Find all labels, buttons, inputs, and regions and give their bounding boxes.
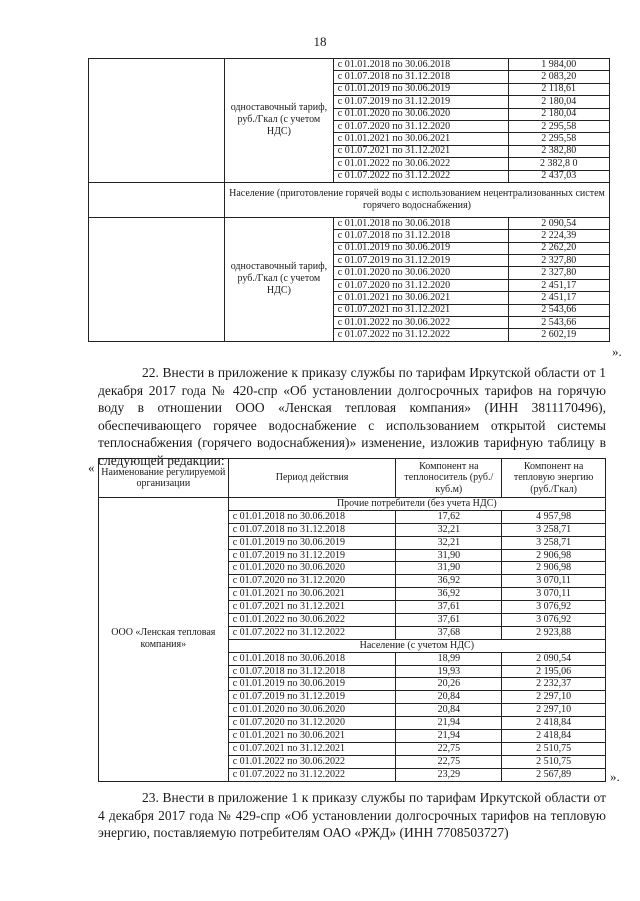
tariff-value-cell: 2 543,66 xyxy=(508,304,610,316)
energy-value-cell: 2 510,75 xyxy=(502,742,606,755)
page-number: 18 xyxy=(313,34,327,49)
period-cell: с 01.01.2020 по 30.06.2020 xyxy=(333,108,508,120)
period-cell: с 01.01.2020 по 30.06.2020 xyxy=(228,562,396,575)
carrier-value-cell: 21,94 xyxy=(396,730,502,743)
energy-value-cell: 2 195,06 xyxy=(502,665,606,678)
period-cell: с 01.07.2022 по 31.12.2022 xyxy=(333,329,508,341)
table-row xyxy=(89,59,610,71)
period-cell: с 01.07.2019 по 31.12.2019 xyxy=(228,691,396,704)
period-cell: с 01.07.2021 по 31.12.2021 xyxy=(228,601,396,614)
energy-value-cell: 3 070,11 xyxy=(502,575,606,588)
energy-value-cell: 2 090,54 xyxy=(502,652,606,665)
energy-value-cell: 2 567,89 xyxy=(502,768,606,781)
carrier-value-cell: 20,26 xyxy=(396,678,502,691)
tariff-type-label: одноставочный тариф, руб./Гкал (с учетом НДС) xyxy=(225,59,334,183)
period-cell: с 01.07.2019 по 31.12.2019 xyxy=(228,549,396,562)
tariff-value-cell: 2 327,80 xyxy=(508,267,610,279)
period-cell: с 01.07.2020 по 31.12.2020 xyxy=(333,279,508,291)
header-period: Период действия xyxy=(228,459,396,498)
closing-quote-1: ». xyxy=(612,344,622,359)
header-organization: Наименование регулируемой организации xyxy=(99,459,229,498)
tariff-value-cell: 2 437,03 xyxy=(508,170,610,182)
period-cell: с 01.01.2018 по 30.06.2018 xyxy=(333,217,508,229)
period-cell: с 01.07.2022 по 31.12.2022 xyxy=(228,768,396,781)
tariff-value-cell: 2 083,20 xyxy=(508,71,610,83)
carrier-value-cell: 36,92 xyxy=(396,588,502,601)
energy-value-cell: 2 232,37 xyxy=(502,678,606,691)
period-cell: с 01.01.2018 по 30.06.2018 xyxy=(228,652,396,665)
closing-quote-2: ». xyxy=(610,769,620,784)
tariff-value-cell: 2 543,66 xyxy=(508,317,610,329)
consumer-section-header: Население (с учетом НДС) xyxy=(228,639,605,652)
period-cell: с 01.07.2018 по 31.12.2018 xyxy=(228,523,396,536)
energy-value-cell: 2 418,84 xyxy=(502,717,606,730)
energy-value-cell: 2 906,98 xyxy=(502,549,606,562)
carrier-value-cell: 32,21 xyxy=(396,536,502,549)
tariff-value-cell: 2 180,04 xyxy=(508,96,610,108)
tariff-value-cell: 2 090,54 xyxy=(508,217,610,229)
energy-value-cell: 2 297,10 xyxy=(502,704,606,717)
tariff-value-cell: 2 262,20 xyxy=(508,242,610,254)
period-cell: с 01.01.2019 по 30.06.2019 xyxy=(228,536,396,549)
empty-cell xyxy=(89,182,225,217)
period-cell: с 01.07.2018 по 31.12.2018 xyxy=(333,230,508,242)
header-carrier-component: Компонент на теплоноситель (руб./куб.м) xyxy=(396,459,502,498)
organization-name: ООО «Ленская тепловая компания» xyxy=(99,498,229,782)
paragraph-22 xyxy=(98,364,606,469)
carrier-value-cell: 20,84 xyxy=(396,691,502,704)
period-cell: с 01.07.2018 по 31.12.2018 xyxy=(333,71,508,83)
tariff-table-continued xyxy=(88,58,610,342)
period-cell: с 01.01.2020 по 30.06.2020 xyxy=(333,267,508,279)
energy-value-cell: 2 297,10 xyxy=(502,691,606,704)
empty-cell xyxy=(89,217,225,341)
period-cell: с 01.07.2020 по 31.12.2020 xyxy=(333,120,508,132)
empty-cell xyxy=(89,59,225,183)
energy-value-cell: 4 957,98 xyxy=(502,510,606,523)
opening-quote: « xyxy=(88,460,95,475)
period-cell: с 01.01.2019 по 30.06.2019 xyxy=(228,678,396,691)
period-cell: с 01.01.2019 по 30.06.2019 xyxy=(333,83,508,95)
tariff-value-cell: 2 180,04 xyxy=(508,108,610,120)
period-cell: с 01.07.2021 по 31.12.2021 xyxy=(228,742,396,755)
period-cell: с 01.01.2018 по 30.06.2018 xyxy=(333,59,508,71)
section-row xyxy=(99,498,606,511)
tariff-value-cell: 2 382,80 xyxy=(508,145,610,157)
period-cell: с 01.01.2022 по 30.06.2022 xyxy=(333,317,508,329)
consumer-section-header: Прочие потребители (без учета НДС) xyxy=(228,498,605,511)
tariff-value-cell: 2 295,58 xyxy=(508,120,610,132)
tariff-value-cell: 2 224,39 xyxy=(508,230,610,242)
carrier-value-cell: 31,90 xyxy=(396,549,502,562)
carrier-value-cell: 20,84 xyxy=(396,704,502,717)
period-cell: с 01.01.2021 по 30.06.2021 xyxy=(228,730,396,743)
tariff-type-label: одноставочный тариф, руб./Гкал (с учетом НДС) xyxy=(225,217,334,341)
carrier-value-cell: 18,99 xyxy=(396,652,502,665)
period-cell: с 01.01.2020 по 30.06.2020 xyxy=(228,704,396,717)
paragraph-23-text: 23. Внести в приложение 1 к приказу службы по тарифам Иркутской области от 4 декабря 2017 года № 429-спр «Об установлении долгосрочных тарифов на тепловую энергию, поставляемую потребителям ОАО «РЖД» (ИНН 7708503727) xyxy=(98,790,606,840)
period-cell: с 01.01.2021 по 30.06.2021 xyxy=(228,588,396,601)
energy-value-cell: 3 076,92 xyxy=(502,614,606,627)
energy-value-cell: 3 070,11 xyxy=(502,588,606,601)
tariff-value-cell: 2 295,58 xyxy=(508,133,610,145)
header-energy-component: Компонент на тепловую энергию (руб./Гкал) xyxy=(502,459,606,498)
carrier-value-cell: 17,62 xyxy=(396,510,502,523)
energy-value-cell: 3 076,92 xyxy=(502,601,606,614)
carrier-value-cell: 32,21 xyxy=(396,523,502,536)
tariff-value-cell: 2 602,19 xyxy=(508,329,610,341)
period-cell: с 01.07.2019 по 31.12.2019 xyxy=(333,96,508,108)
tariff-value-cell: 2 382,8 0 xyxy=(508,158,610,170)
period-cell: с 01.07.2022 по 31.12.2022 xyxy=(333,170,508,182)
period-cell: с 01.07.2022 по 31.12.2022 xyxy=(228,626,396,639)
section-header: Население (приготовление горячей воды с использованием нецентрализованных систем горячего водоснабжения) xyxy=(225,182,610,217)
period-cell: с 01.07.2021 по 31.12.2021 xyxy=(333,145,508,157)
section-header-row xyxy=(89,182,610,217)
paragraph-22-text: 22. Внести в приложение к приказу службы по тарифам Иркутской области от 1 декабря 2017 года № 420-спр «Об установлении долгосрочных тарифов на горячую воду в отношении ООО «Ленская тепловая компания» (ИНН 3811170496), обеспечивающего горячее водоснабжение с использованием открытой системы теплоснабжения (горячего водоснабжения)» изменение, изложив тарифную таблицу в следующей редакции: xyxy=(98,365,606,468)
period-cell: с 01.01.2019 по 30.06.2019 xyxy=(333,242,508,254)
energy-value-cell: 3 258,71 xyxy=(502,523,606,536)
carrier-value-cell: 22,75 xyxy=(396,755,502,768)
hot-water-tariff-table xyxy=(98,458,606,782)
carrier-value-cell: 23,29 xyxy=(396,768,502,781)
period-cell: с 01.01.2022 по 30.06.2022 xyxy=(333,158,508,170)
carrier-value-cell: 31,90 xyxy=(396,562,502,575)
tariff-value-cell: 1 984,00 xyxy=(508,59,610,71)
tariff-value-cell: 2 451,17 xyxy=(508,279,610,291)
period-cell: с 01.07.2020 по 31.12.2020 xyxy=(228,717,396,730)
period-cell: с 01.07.2021 по 31.12.2021 xyxy=(333,304,508,316)
period-cell: с 01.01.2022 по 30.06.2022 xyxy=(228,614,396,627)
carrier-value-cell: 19,93 xyxy=(396,665,502,678)
tariff-value-cell: 2 327,80 xyxy=(508,255,610,267)
period-cell: с 01.01.2021 по 30.06.2021 xyxy=(333,292,508,304)
period-cell: с 01.07.2020 по 31.12.2020 xyxy=(228,575,396,588)
paragraph-23 xyxy=(98,789,606,842)
tariff-value-cell: 2 118,61 xyxy=(508,83,610,95)
energy-value-cell: 2 510,75 xyxy=(502,755,606,768)
carrier-value-cell: 37,61 xyxy=(396,614,502,627)
energy-value-cell: 2 923,88 xyxy=(502,626,606,639)
carrier-value-cell: 36,92 xyxy=(396,575,502,588)
carrier-value-cell: 21,94 xyxy=(396,717,502,730)
period-cell: с 01.01.2022 по 30.06.2022 xyxy=(228,755,396,768)
period-cell: с 01.07.2019 по 31.12.2019 xyxy=(333,255,508,267)
energy-value-cell: 2 418,84 xyxy=(502,730,606,743)
energy-value-cell: 3 258,71 xyxy=(502,536,606,549)
tariff-value-cell: 2 451,17 xyxy=(508,292,610,304)
table-row xyxy=(89,217,610,229)
carrier-value-cell: 37,68 xyxy=(396,626,502,639)
period-cell: с 01.07.2018 по 31.12.2018 xyxy=(228,665,396,678)
carrier-value-cell: 22,75 xyxy=(396,742,502,755)
period-cell: с 01.01.2021 по 30.06.2021 xyxy=(333,133,508,145)
carrier-value-cell: 37,61 xyxy=(396,601,502,614)
energy-value-cell: 2 906,98 xyxy=(502,562,606,575)
period-cell: с 01.01.2018 по 30.06.2018 xyxy=(228,510,396,523)
